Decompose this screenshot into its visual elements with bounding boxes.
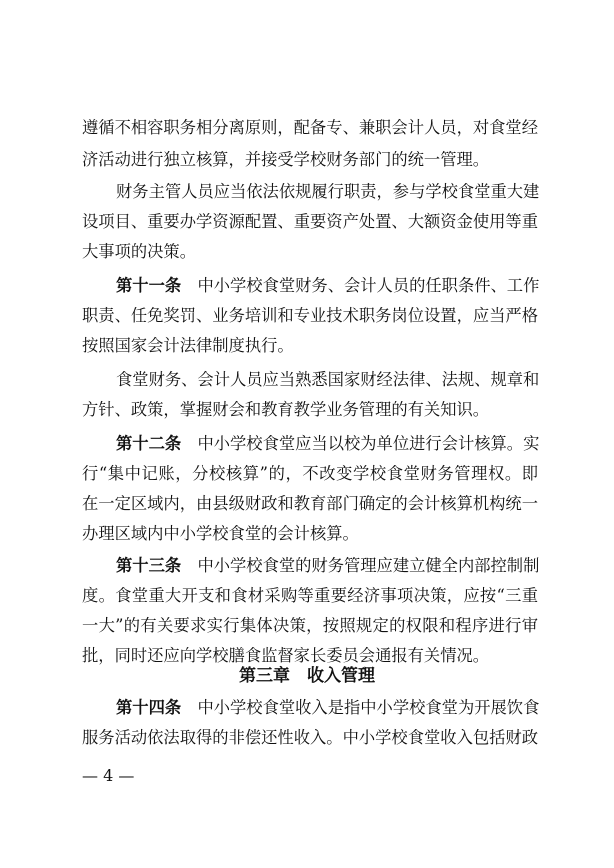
article-label: 第十三条 xyxy=(116,556,182,575)
text-line: 设项目、重要办学资源配置、重要资产处置、大额资金使用等重 xyxy=(82,212,538,231)
article-label: 第十二条 xyxy=(116,434,182,453)
chapter-heading: 第三章 收入管理 xyxy=(239,666,375,686)
article-line: 第十一条 中小学校食堂财务、会计人员的任职条件、工作 xyxy=(116,276,540,295)
text-line: 行“集中记账，分校核算”的，不改变学校食堂财务管理权。即 xyxy=(82,464,538,483)
text-line: 遵循不相容职务相分离原则，配备专、兼职会计人员，对食堂经 xyxy=(82,118,538,137)
page-number: — 4 — xyxy=(82,766,135,785)
text-line: 度。食堂重大开支和食材采购等重要经济事项决策，应按“三重 xyxy=(82,586,538,605)
text-line: 办理区域内中小学校食堂的会计核算。 xyxy=(82,524,359,543)
article-line: 第十三条 中小学校食堂的财务管理应建立健全内部控制制 xyxy=(116,556,540,575)
text-line: 批，同时还应向学校膳食监督家长委员会通报有关情况。 xyxy=(82,646,490,665)
text-line: 大事项的决策。 xyxy=(82,242,196,261)
text-line: 职责、任免奖罚、业务培训和专业技术职务岗位设置，应当严格 xyxy=(82,306,538,325)
text-line: 在一定区域内，由县级财政和教育部门确定的会计核算机构统一 xyxy=(82,494,538,513)
text-line: 服务活动依法取得的非偿还性收入。中小学校食堂收入包括财政 xyxy=(82,728,538,747)
text-line: 济活动进行独立核算，并接受学校财务部门的统一管理。 xyxy=(82,150,490,169)
text-line: 财务主管人员应当依法依规履行职责，参与学校食堂重大建 xyxy=(116,182,540,201)
article-label: 第十一条 xyxy=(116,276,182,295)
article-line: 第十四条 中小学校食堂收入是指中小学校食堂为开展饮食 xyxy=(116,698,540,717)
article-line: 第十二条 中小学校食堂应当以校为单位进行会计核算。实 xyxy=(116,434,540,453)
text-line: 按照国家会计法律制度执行。 xyxy=(82,336,294,355)
text-line: 食堂财务、会计人员应当熟悉国家财经法律、法规、规章和 xyxy=(116,370,540,389)
article-label: 第十四条 xyxy=(116,698,182,717)
text-line: 一大”的有关要求实行集体决策，按照规定的权限和程序进行审 xyxy=(82,616,538,635)
text-line: 方针、政策，掌握财会和教育教学业务管理的有关知识。 xyxy=(82,400,490,419)
